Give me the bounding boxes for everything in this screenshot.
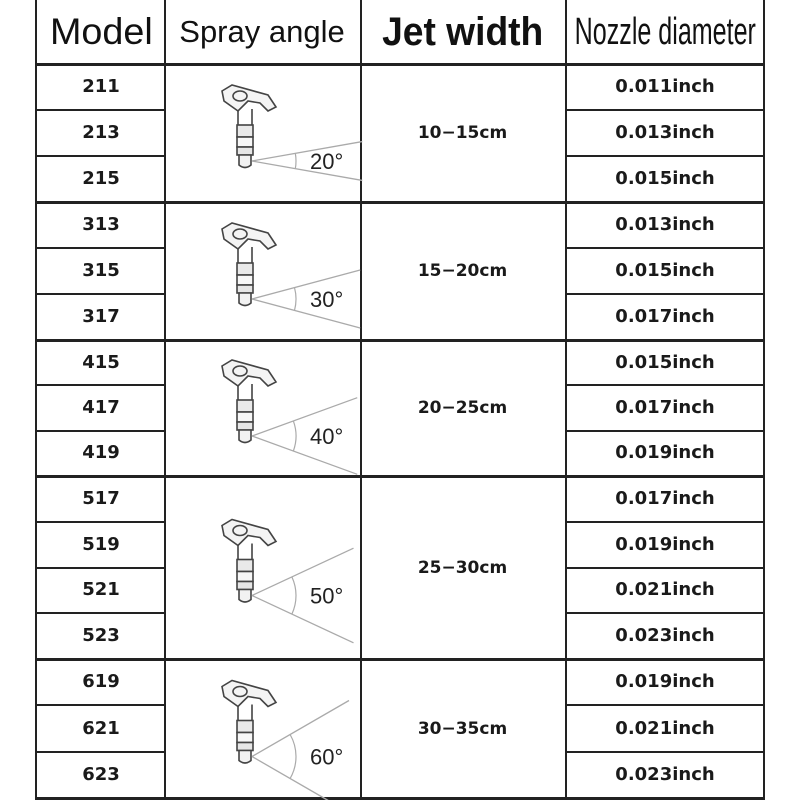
nozzle-diameter-cell: 0.013inch — [615, 122, 715, 143]
row-divider — [35, 612, 164, 614]
spray-angle-cell — [164, 659, 360, 798]
spray-angle-arc — [293, 421, 296, 451]
spray-angle-cell — [164, 340, 360, 476]
header-model: Model — [49, 11, 153, 52]
row-divider — [35, 247, 164, 249]
spray-tip-icon — [164, 64, 360, 202]
nozzle-diameter-cell: 0.017inch — [615, 306, 715, 327]
spray-angle-arc — [295, 288, 296, 311]
spray-tip-icon — [164, 659, 360, 798]
nozzle-diameter-cell: 0.023inch — [615, 625, 715, 647]
spray-tip-icon — [164, 340, 360, 476]
nozzle-diameter-cell: 0.017inch — [615, 487, 715, 509]
nozzle-diameter-cell: 0.011inch — [615, 76, 715, 97]
row-divider — [565, 293, 765, 295]
model-cell: 523 — [82, 625, 120, 647]
model-cell: 417 — [82, 397, 120, 418]
row-divider — [565, 247, 765, 249]
spray-angle-label: 40° — [310, 424, 344, 449]
spray-tip-icon — [164, 202, 360, 340]
jet-width-cell: 30−35cm — [417, 718, 508, 739]
jet-width-cell: 15−20cm — [417, 261, 508, 281]
nozzle-diameter-cell: 0.015inch — [615, 351, 715, 373]
spray-angle-arc — [290, 735, 296, 779]
row-divider — [35, 430, 164, 432]
nozzle-diameter-cell: 0.023inch — [615, 763, 715, 785]
spray-angle-label: 20° — [310, 149, 344, 174]
row-divider — [565, 704, 765, 706]
group-divider — [35, 339, 765, 342]
spray-tip-handle — [222, 520, 276, 546]
spray-angle-label: 30° — [310, 287, 344, 312]
row-divider — [565, 612, 765, 614]
header-jet-width: Jet width — [381, 9, 544, 54]
nozzle-diameter-cell: 0.019inch — [615, 533, 715, 555]
row-divider — [35, 109, 164, 111]
model-cell: 521 — [82, 579, 120, 601]
spray-angle-arc — [295, 153, 296, 168]
spray-angle-cell — [164, 64, 360, 202]
header-spray-angle: Spray angle — [179, 14, 345, 49]
spray-cone-line — [252, 299, 360, 328]
nozzle-diameter-cell: 0.015inch — [615, 168, 715, 189]
row-divider — [35, 567, 164, 569]
nozzle-diameter-cell: 0.019inch — [615, 671, 715, 693]
header-nozzle-diameter: Nozzle diameter — [574, 10, 756, 53]
spray-tip-handle — [222, 85, 276, 111]
model-cell: 317 — [82, 306, 120, 327]
row-divider — [565, 155, 765, 157]
nozzle-diameter-cell: 0.019inch — [615, 442, 715, 464]
model-cell: 211 — [82, 76, 120, 97]
group-divider — [35, 201, 765, 204]
spray-cone-line — [252, 161, 362, 180]
nozzle-diameter-cell: 0.017inch — [615, 397, 715, 418]
nozzle-diameter-cell: 0.013inch — [615, 214, 715, 235]
row-divider — [35, 704, 164, 706]
model-cell: 419 — [82, 442, 120, 464]
row-divider — [35, 384, 164, 386]
spray-tip-table — [35, 0, 765, 800]
row-divider — [565, 430, 765, 432]
model-cell: 415 — [82, 351, 120, 373]
jet-width-cell: 25−30cm — [417, 557, 508, 578]
model-cell: 517 — [82, 487, 120, 509]
spray-cone-line — [252, 270, 360, 299]
model-cell: 213 — [82, 122, 120, 143]
row-divider — [565, 567, 765, 569]
nozzle-diameter-cell: 0.021inch — [615, 579, 715, 601]
jet-width-cell: 20−25cm — [417, 398, 508, 418]
model-cell: 621 — [82, 717, 120, 739]
group-divider — [35, 658, 765, 661]
spray-tip-handle — [222, 223, 276, 249]
spray-angle-cell — [164, 476, 360, 659]
row-divider — [35, 293, 164, 295]
spray-angle-arc — [292, 577, 296, 614]
model-cell: 519 — [82, 533, 120, 555]
row-divider — [565, 109, 765, 111]
row-divider — [565, 751, 765, 753]
nozzle-diameter-cell: 0.015inch — [615, 260, 715, 281]
column-divider — [35, 0, 37, 800]
group-divider — [35, 475, 765, 478]
row-divider — [35, 521, 164, 523]
spray-tip-handle — [222, 681, 276, 707]
row-divider — [35, 751, 164, 753]
model-cell: 623 — [82, 763, 120, 785]
spray-tip-icon — [164, 476, 360, 659]
model-cell: 313 — [82, 214, 120, 235]
jet-width-cell: 10−15cm — [417, 123, 508, 143]
spray-angle-cell — [164, 202, 360, 340]
spray-tip-handle — [222, 360, 276, 386]
model-cell: 315 — [82, 260, 120, 281]
model-cell: 215 — [82, 168, 120, 189]
row-divider — [35, 155, 164, 157]
spray-angle-label: 50° — [310, 583, 344, 609]
spray-angle-label: 60° — [310, 744, 344, 770]
row-divider — [565, 521, 765, 523]
row-divider — [565, 384, 765, 386]
header-divider — [35, 63, 765, 66]
model-cell: 619 — [82, 671, 120, 693]
spray-cone-line — [252, 142, 362, 161]
nozzle-diameter-cell: 0.021inch — [615, 717, 715, 739]
